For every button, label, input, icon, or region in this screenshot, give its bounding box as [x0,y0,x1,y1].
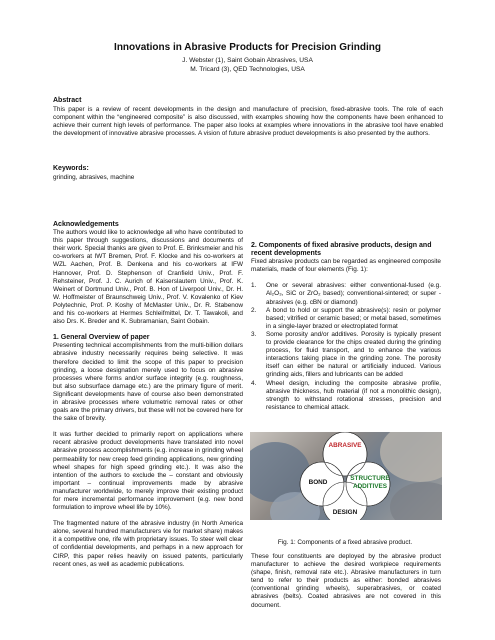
abstract-text: This paper is a review of recent developments in the design and manufacture of precision, fixed-abrasive tools. The role of each component within the “engineered composite” is also discussed, with examples showing how the components have been enhanced to achieve their current high levels of performance. The paper also looks at examples where innovations in the abrasive tool have enabled the development of innovative abrasive processes. A vision of future abrasive product developments is also presented by the authors. [53,106,443,138]
additives-label: ADDITIVES [352,483,388,490]
author-line-2: M. Tricard (3), QED Technologies, USA [190,66,305,73]
section1-paragraph-2: It was further decided to primarily report on applications where recent abrasive product developments have translated into novel abrasive process accomplishments (e.g. increase in grinding wheel permeability for new creep feed grinding applications, new grinding wheel shapes for high speed grinding etc.). It was also the intention of the authors to exclude the – constant and obviously important – continual improvements made by abrasive manufacturer worldwide, to merely improve their existing product for mere incremental performance improvement (e.g. new bond formulation to improve wheel life by 10%). [53,431,243,512]
bond-label: BOND [308,479,328,486]
figure-1-components [250,432,442,520]
abrasive-label: ABRASIVE [328,442,362,449]
section1-paragraph-1: Presenting technical accomplishments from the multi-billion dollars abrasive industry necessarily requires being selective. It was therefore decided to limit the scope of this paper to precision grinding, a loose designation merely used to focus on abrasive processes where forms and/or surface integrity (e.g. roughness, but also subsurface damage etc.) are the primary figure of merit. Significant developments have of course also been demonstrated in abrasive processes where volumetric removal rates or other goals are the primary drivers, but these will not be covered here for the sake of brevity. [53,342,243,423]
design-label: DESIGN [332,509,358,516]
keywords-text: grinding, abrasives, machine [53,174,135,181]
keywords-heading: Keywords: [53,165,89,172]
acknowledgements-heading: Acknowledgements [53,221,119,228]
list-item: 1. One or several abrasives: either conventional-fused (e.g. Al₂O₃, SiC or ZrO₂ based); conventional-sintered; or super -abrasives (e.g. cBN or diamond) [251,282,441,306]
acknowledgements-text: The authors would like to acknowledge all who have contributed to this paper through suggestions, discussions and documents of their work. Special thanks are given to Prof. E. Brinksmeier and his co-workers at IWT Bremen, Prof. F. Klocke and his co-workers at WZL Aachen, Prof. B. Denkena and his co-workers at IFW Hannover, Prof. D. Stephenson of Cranfield Univ., Prof. F. Rehsteiner, Prof. J. C. Aurich of Kaiserslautern Univ., Prof. K. Weinert of Dortmund Univ., Prof. B. Hon of Liverpool Univ., Dr. H. W. Hoffmeister of Braunschweig Univ., Prof. V. Kovalenko of Kiev Polytechnic, Prof. P. Koshy of McMaster Univ., Dr. R. Stabenow and his co-workers at Hermes Schleifmittel, Dr. T. Tawakoli, and also Drs. K. Breder and K. Subramanian, Saint Gobain. [53,229,243,326]
section1-paragraph-3: The fragmented nature of the abrasive industry (in North America alone, several hundred manufacturers vie for market share) makes it a competitive one, rife with proprietary issues. To steer well clear of confidential developments, and perhaps in a new approach for CIRP, this paper relies heavily on issued patents, particularly recent ones, as well as academic publications. [53,520,243,568]
list-item: 3. Some porosity and/or additives. Porosity is typically present to provide clearance for the chips created during the grinding process, for fluid transport, and to enhance the various interactions taking place in the grinding zone. The porosity itself can either be natural or artificially induced. Various grinding aids, fillers and lubricants can be added [251,330,441,379]
section2-outro-block [251,553,441,610]
abstract-heading: Abstract [53,97,82,104]
section2-outro: These four constituents are deployed by the abrasive product manufacturer to achieve the desired workpiece requirements (shape, finish, removal rate etc.). Abrasive manufacturers in turn tend to refer to their products as either: bonded abrasives (conventional grinding wheels), superabrasives, or coated abrasives (belts). Coated abrasives are not covered in this document. [251,553,441,609]
right-column [251,242,441,412]
components-list [251,282,441,412]
paper-title: Innovations in Abrasive Products for Precision Grinding [114,42,381,53]
section2-heading: 2. Components of fixed abrasive products, design and recent developments [251,242,432,258]
author-line-1: J. Webster (1), Saint Gobain Abrasives, USA [182,57,313,64]
section1-heading: 1. General Overview of paper [53,334,150,342]
left-column [53,221,243,569]
structure-label: STRUCTURE [350,475,390,482]
figure-1-caption: Fig. 1: Components of a fixed abrasive product. [277,539,413,546]
components-venn-diagram [250,432,442,520]
section2-intro: Fixed abrasive products can be regarded as engineered composite materials, made of four elements (Fig. 1): [251,258,441,274]
list-item: 2. A bond to hold or support the abrasive(s): resin or polymer based; vitrified or ceramic based; or metal based, sometimes in a single-layer brazed or electroplated format [251,306,441,330]
list-item: 4. Wheel design, including the composite abrasive profile, abrasive thickness, hub material (if not a monolithic design), strength to withstand rotational stresses, precision and resistance to chemical attack. [251,379,441,411]
